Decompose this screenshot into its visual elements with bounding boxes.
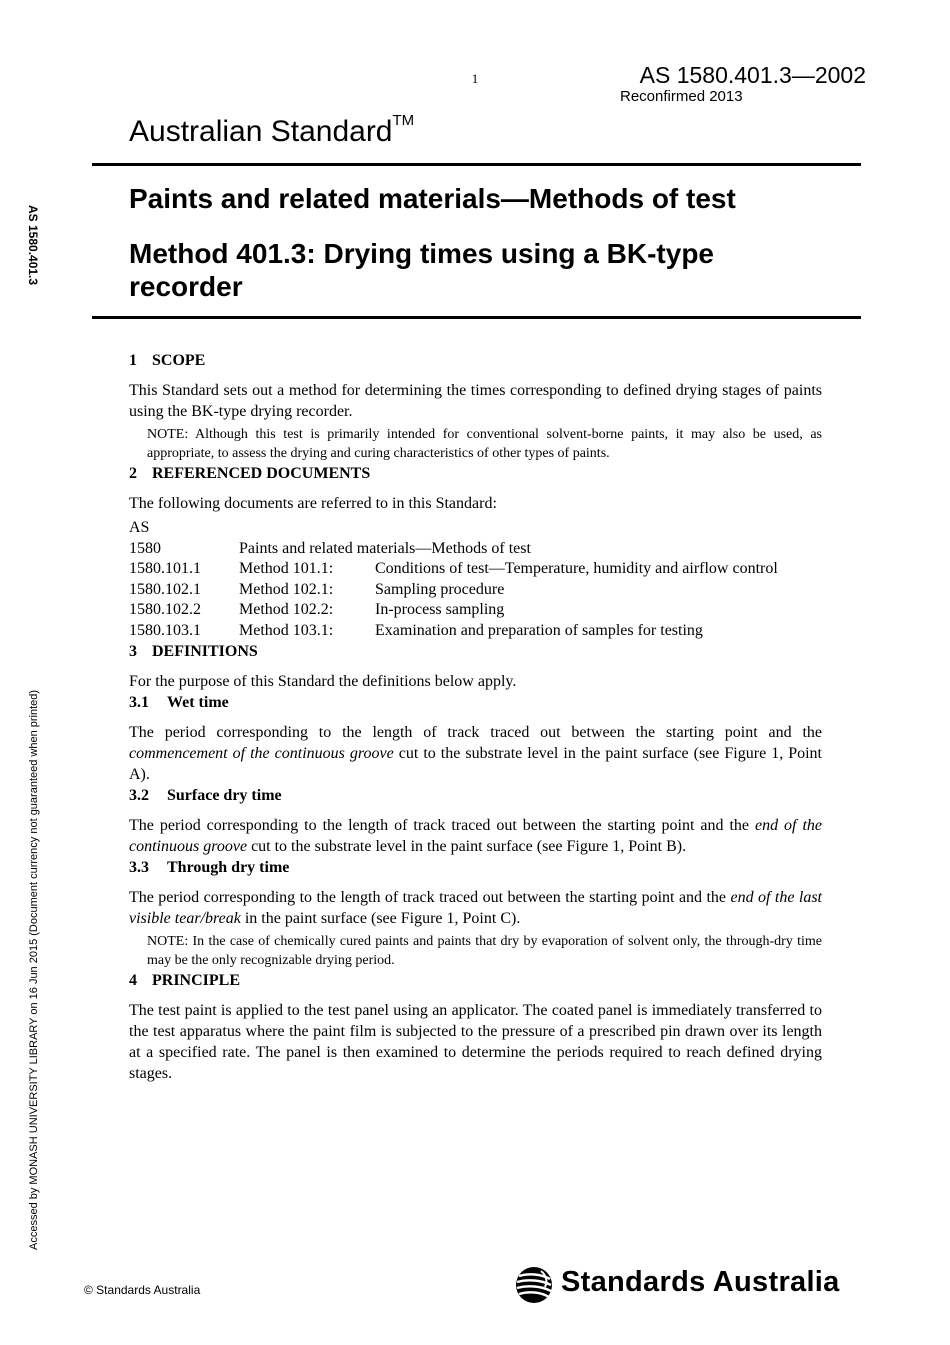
scope-text: This Standard sets out a method for determining the times corresponding to defined drying stages of paints using the BK-type drying recorder. <box>129 382 822 420</box>
scope-note: NOTE: Although this test is primarily intended for conventional solvent-borne paints, it may also be used, as appropriate, to assess the drying and curing characteristics of other types of paints. <box>147 427 822 461</box>
reference-row <box>129 600 822 621</box>
reference-title: Examination and preparation of samples for testing <box>375 621 703 639</box>
standard-number: AS 1580.401.3—2002 <box>639 62 866 88</box>
subsection-heading-through-dry-time <box>129 857 822 878</box>
reference-row <box>129 539 822 560</box>
subsection-title: Surface dry time <box>167 787 282 804</box>
definition-text: in the paint surface (see Figure 1, Point C). <box>240 910 521 927</box>
reference-method: Method 102.2: <box>239 601 334 618</box>
reference-code: 1580.101.1 <box>129 560 201 577</box>
definition-emphasis: end of the last visible tear/break <box>129 889 822 927</box>
subsection-number: 3.1 <box>129 694 149 711</box>
page-number: 1 <box>471 71 479 86</box>
definition-text: cut to the substrate level in the paint surface (see Figure 1, Point A). <box>129 745 823 783</box>
section-number: 1 <box>129 352 137 369</box>
section-heading-scope <box>129 350 822 371</box>
standards-australia-globe-icon <box>515 1265 553 1305</box>
through-dry-time-text <box>129 887 822 929</box>
section-heading-references <box>129 463 822 484</box>
definition-emphasis: end of the continuous groove <box>129 817 822 855</box>
side-code-text: AS 1580.401.3 <box>26 205 40 286</box>
title-top-rule <box>92 163 861 166</box>
reference-series-row <box>129 518 822 539</box>
definition-emphasis: commencement of the continuous groove <box>129 745 394 762</box>
definition-text: The period corresponding to the length of track traced out between the starting point and the <box>129 817 755 834</box>
section-title: PRINCIPLE <box>152 972 241 989</box>
subsection-number: 3.2 <box>129 787 149 804</box>
references-text: The following documents are referred to in this Standard: <box>129 495 497 512</box>
subsection-heading-wet-time <box>129 692 822 713</box>
reference-method: Method 101.1: <box>239 560 334 577</box>
section-title: DEFINITIONS <box>152 643 258 660</box>
reference-row <box>129 559 822 580</box>
section-title: REFERENCED DOCUMENTS <box>152 465 371 482</box>
method-title: Method 401.3: Drying times using a BK-type recorder <box>129 238 714 302</box>
reference-method: Method 102.1: <box>239 580 334 598</box>
through-dry-time-note: NOTE: In the case of chemically cured paints and paints that dry by evaporation of solvent only, the through-dry time may be the only recognizable drying period. <box>147 934 822 968</box>
subsection-title: Through dry time <box>167 859 290 876</box>
title-bottom-rule <box>92 316 861 319</box>
series-label: Australian Standard <box>129 115 393 148</box>
reference-title: In-process sampling <box>375 601 505 618</box>
definition-text: The period corresponding to the length of track traced out between the starting point and the <box>129 724 822 741</box>
section-number: 4 <box>129 972 137 989</box>
reference-code: 1580.103.1 <box>129 621 201 639</box>
surface-dry-time-text <box>129 815 822 857</box>
definition-text: The period corresponding to the length of track traced out between the starting point and the <box>129 889 731 906</box>
document-title: Paints and related materials—Methods of test <box>129 183 736 214</box>
definitions-text: For the purpose of this Standard the definitions below apply. <box>129 673 517 690</box>
trademark-mark: TM <box>392 112 415 129</box>
subsection-number: 3.3 <box>129 859 149 876</box>
wet-time-text <box>129 722 822 785</box>
reference-row <box>129 580 822 601</box>
reference-code: 1580.102.2 <box>129 601 201 618</box>
side-standard-code <box>26 205 70 305</box>
copyright-notice: © Standards Australia <box>84 1283 201 1297</box>
subsection-title: Wet time <box>167 694 229 711</box>
reference-title: Sampling procedure <box>375 580 505 598</box>
reference-title: Paints and related materials—Methods of test <box>239 539 531 557</box>
reference-code: 1580.102.1 <box>129 580 201 598</box>
reference-series-label: AS <box>129 519 150 536</box>
logo-wordmark: Standards Australia <box>561 1266 840 1298</box>
section-number: 2 <box>129 465 137 482</box>
reference-code: 1580 <box>129 539 161 557</box>
reference-row <box>129 621 822 642</box>
principle-text: The test paint is applied to the test panel using an applicator. The coated panel is immediately transferred to the test apparatus where the paint film is subjected to the pressure of a prescribed pin drawn over its length at a specified rate. The panel is then examined to determine the periods required to reach defined drying stages. <box>129 1002 822 1082</box>
reference-method: Method 103.1: <box>239 621 334 639</box>
subsection-heading-surface-dry-time <box>129 785 822 806</box>
reference-table <box>129 518 822 641</box>
access-note: Accessed by MONASH UNIVERSITY LIBRARY on 16 Jun 2015 (Document currency not guaranteed when printed) <box>28 689 40 1250</box>
series-title <box>129 112 415 149</box>
section-heading-principle <box>129 970 822 991</box>
reconfirmed-date: Reconfirmed 2013 <box>620 88 743 105</box>
section-title: SCOPE <box>152 352 206 369</box>
reference-title: Conditions of test—Temperature, humidity and airflow control <box>375 560 778 577</box>
document-body <box>129 350 822 1084</box>
standards-australia-logo <box>515 1265 860 1307</box>
section-number: 3 <box>129 643 137 660</box>
section-heading-definitions <box>129 641 822 662</box>
definition-text: cut to the substrate level in the paint surface (see Figure 1, Point B). <box>247 838 687 855</box>
